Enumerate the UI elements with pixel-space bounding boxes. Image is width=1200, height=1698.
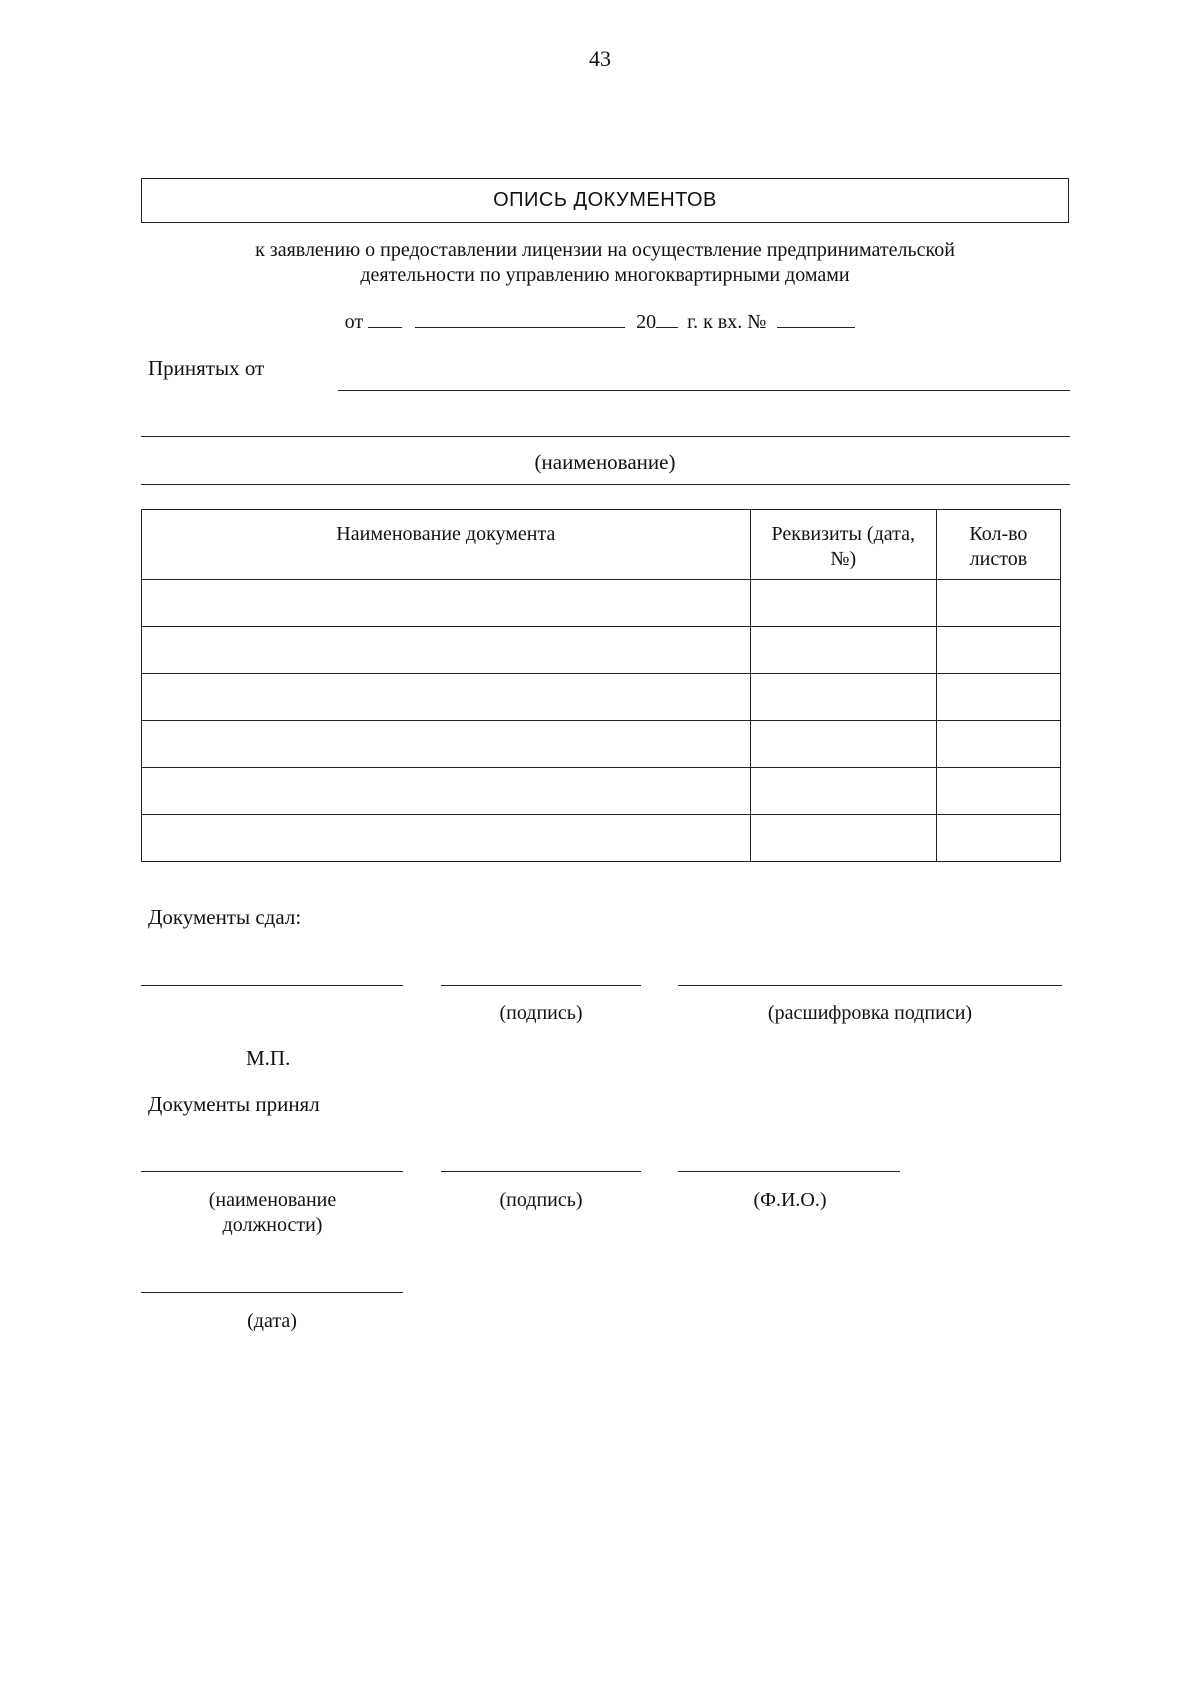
year-blank[interactable] — [656, 309, 678, 328]
cell-sheet-count[interactable] — [936, 815, 1060, 862]
table-row — [142, 580, 1061, 627]
accepted-label: Документы принял — [148, 1092, 320, 1116]
table-row — [142, 627, 1061, 674]
naming-line — [141, 484, 1070, 485]
subtitle-line-1: к заявлению о предоставлении лицензии на осуществление предпринимательской — [255, 239, 955, 261]
date-from-label: от — [344, 311, 364, 333]
table-row — [142, 674, 1061, 721]
handed-over-label: Документы сдал: — [148, 905, 302, 929]
cell-document-name[interactable] — [142, 674, 751, 721]
registration-label: г. к вх. № — [687, 311, 767, 333]
year-prefix: 20 — [636, 311, 657, 333]
month-blank[interactable] — [415, 309, 625, 328]
received-from-label: Принятых от — [148, 356, 265, 380]
stamp-placeholder: М.П. — [246, 1046, 291, 1070]
accepted-name-caption: (Ф.И.О.) — [753, 1189, 827, 1211]
header-details: Реквизиты (дата, №) — [750, 510, 936, 580]
subtitle — [141, 238, 1069, 288]
received-from-line-1[interactable] — [338, 390, 1070, 391]
handed-over-signature-line[interactable] — [441, 985, 641, 986]
received-from-line-2[interactable] — [141, 436, 1070, 437]
accepted-signature-caption: (подпись) — [499, 1189, 583, 1211]
handed-over-position-line[interactable] — [141, 985, 403, 986]
cell-details[interactable] — [750, 768, 936, 815]
cell-details[interactable] — [750, 674, 936, 721]
cell-details[interactable] — [750, 627, 936, 674]
accepted-position-caption: (наименование должности) — [208, 1189, 337, 1236]
table-row — [142, 721, 1061, 768]
document-title: ОПИСЬ ДОКУМЕНТОВ — [141, 178, 1069, 223]
cell-sheet-count[interactable] — [936, 627, 1060, 674]
day-blank[interactable] — [368, 309, 402, 328]
cell-document-name[interactable] — [142, 721, 751, 768]
registration-number-blank[interactable] — [777, 309, 855, 328]
accepted-date-line[interactable] — [141, 1292, 403, 1293]
cell-document-name[interactable] — [142, 627, 751, 674]
handed-over-signature-caption: (подпись) — [499, 1002, 583, 1024]
handed-over-decoding-caption: (расшифровка подписи) — [767, 1002, 973, 1024]
cell-sheet-count[interactable] — [936, 721, 1060, 768]
page-number: 43 — [589, 46, 611, 71]
cell-sheet-count[interactable] — [936, 768, 1060, 815]
accepted-name-line[interactable] — [678, 1171, 900, 1172]
cell-document-name[interactable] — [142, 815, 751, 862]
subtitle-line-2: деятельности по управлению многоквартирными домами — [360, 264, 850, 286]
cell-document-name[interactable] — [142, 580, 751, 627]
cell-details[interactable] — [750, 580, 936, 627]
date-row — [0, 309, 1200, 334]
cell-sheet-count[interactable] — [936, 674, 1060, 721]
accepted-signature-line[interactable] — [441, 1171, 641, 1172]
accepted-position-line[interactable] — [141, 1171, 403, 1172]
cell-sheet-count[interactable] — [936, 580, 1060, 627]
table-row — [142, 815, 1061, 862]
header-document-name: Наименование документа — [142, 510, 751, 580]
table-row — [142, 768, 1061, 815]
cell-details[interactable] — [750, 815, 936, 862]
table-header-row — [142, 510, 1061, 580]
documents-table — [141, 509, 1061, 862]
cell-details[interactable] — [750, 721, 936, 768]
header-sheet-count: Кол-во листов — [936, 510, 1060, 580]
accepted-date-caption: (дата) — [247, 1310, 297, 1332]
naming-caption: (наименование) — [534, 450, 676, 474]
cell-document-name[interactable] — [142, 768, 751, 815]
handed-over-decoding-line[interactable] — [678, 985, 1062, 986]
